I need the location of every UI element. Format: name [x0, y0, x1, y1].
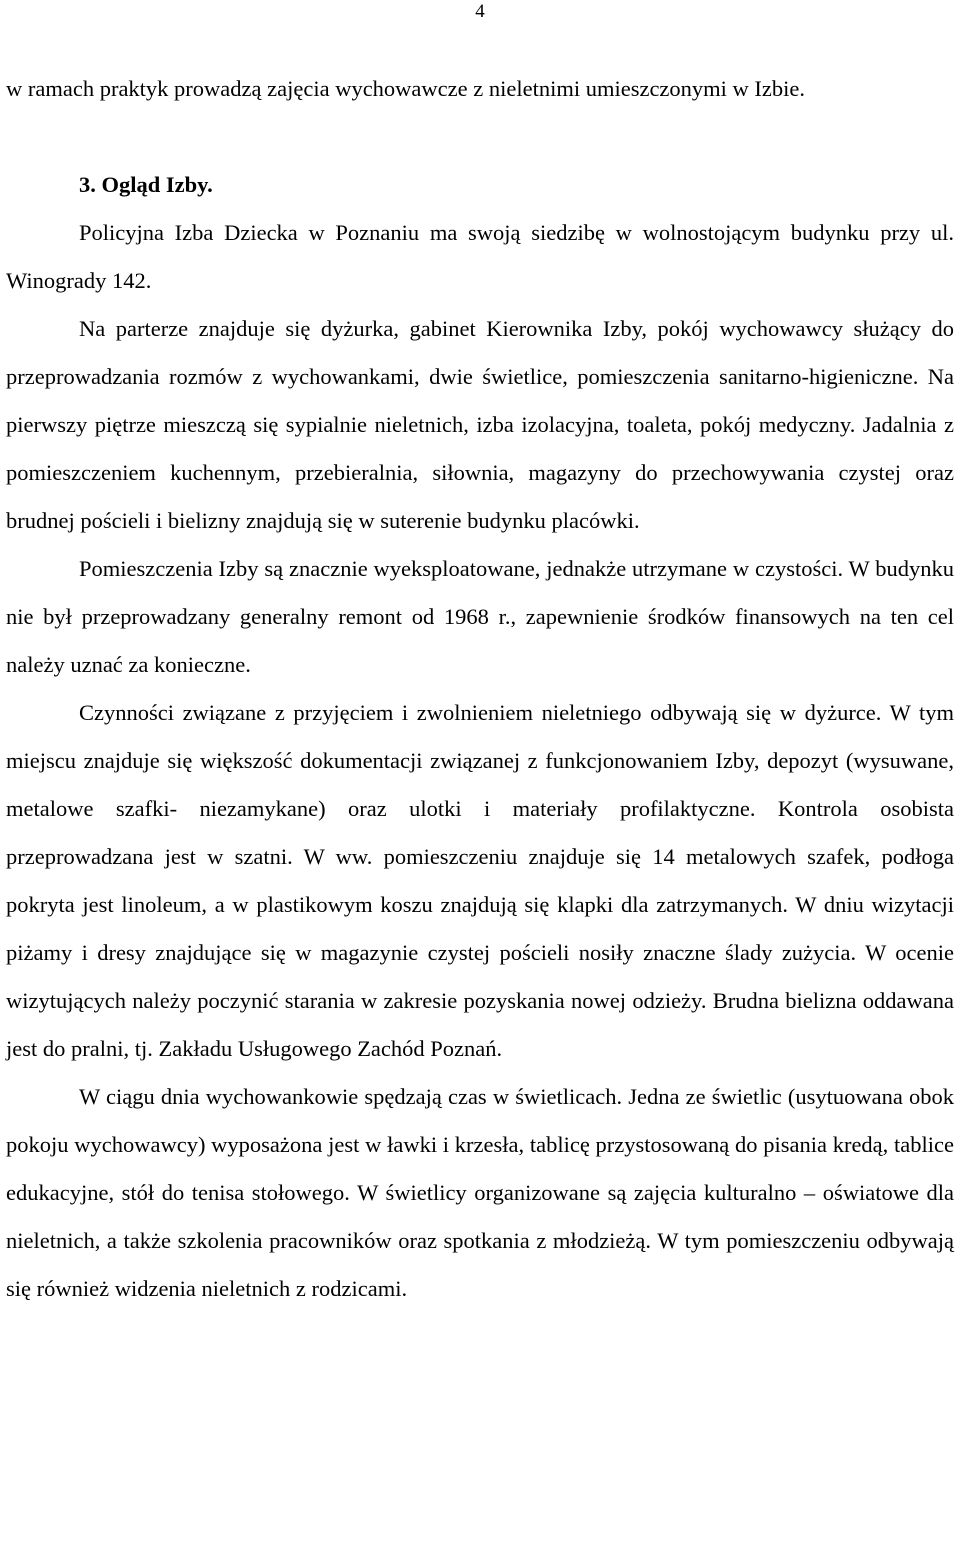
paragraph-admission: Czynności związane z przyjęciem i zwolnieniem nieletniego odbywają się w dyżurce. W tym miejscu znajduje się większość dokumentacji związanej z funkcjonowaniem Izby, depozyt (wysuwane, metalowe szafki- niezamykane) oraz ulotki i materiały profilaktyczne. Kontrola osobista przeprowadzana jest w szatni. W ww. pomieszczeniu znajduje się 14 metalowych szafek, podłoga pokryta jest linoleum, a w plastikowym koszu znajdują się klapki dla zatrzymanych. W dniu wizytacji piżamy i dresy znajdujące się w magazynie czystej pościeli nosiły znaczne ślady zużycia. W ocenie wizytujących należy poczynić starania w zakresie pozyskania nowej odzieży. Brudna bielizna oddawana jest do pralni, tj. Zakładu Usługowego Zachód Poznań.: [6, 700, 954, 1061]
paragraph-continuation: w ramach praktyk prowadzą zajęcia wychowawcze z nieletnimi umieszczonymi w Izbie.: [6, 76, 806, 101]
paragraph-condition: Pomieszczenia Izby są znacznie wyeksploatowane, jednakże utrzymane w czystości. W budynku nie był przeprowadzany generalny remont od 1968 r., zapewnienie środków finansowych na ten cel należy uznać za konieczne.: [6, 556, 954, 677]
page-number: 4: [475, 1, 485, 22]
paragraph-rooms: Na parterze znajduje się dyżurka, gabinet Kierownika Izby, pokój wychowawcy służący do przeprowadzania rozmów z wychowankami, dwie świetlice, pomieszczenia sanitarno-higieniczne. Na pierwszy piętrze mieszczą się sypialnie nieletnich, izba izolacyjna, toaleta, pokój medyczny. Jadalnia z pomieszczeniem kuchennym, przebieralnia, siłownia, magazyny do przechowywania czystej oraz brudnej pościeli i bielizny znajdują się w suterenie budynku placówki.: [6, 316, 954, 533]
paragraph-common-rooms: W ciągu dnia wychowankowie spędzają czas w świetlicach. Jedna ze świetlic (usytuowana obok pokoju wychowawcy) wyposażona jest w ławki i krzesła, tablicę przystosowaną do pisania kredą, tablice edukacyjne, stół do tenisa stołowego. W świetlicy organizowane są zajęcia kulturalno – oświatowe dla nieletnich, a także szkolenia pracowników oraz spotkania z młodzieżą. W tym pomieszczeniu odbywają się również widzenia nieletnich z rodzicami.: [6, 1084, 954, 1301]
paragraph-location: Policyjna Izba Dziecka w Poznaniu ma swoją siedzibę w wolnostojącym budynku przy ul. Winogrady 142.: [6, 220, 954, 293]
document-body: [6, 65, 954, 1313]
section-heading: 3. Ogląd Izby.: [79, 172, 213, 197]
